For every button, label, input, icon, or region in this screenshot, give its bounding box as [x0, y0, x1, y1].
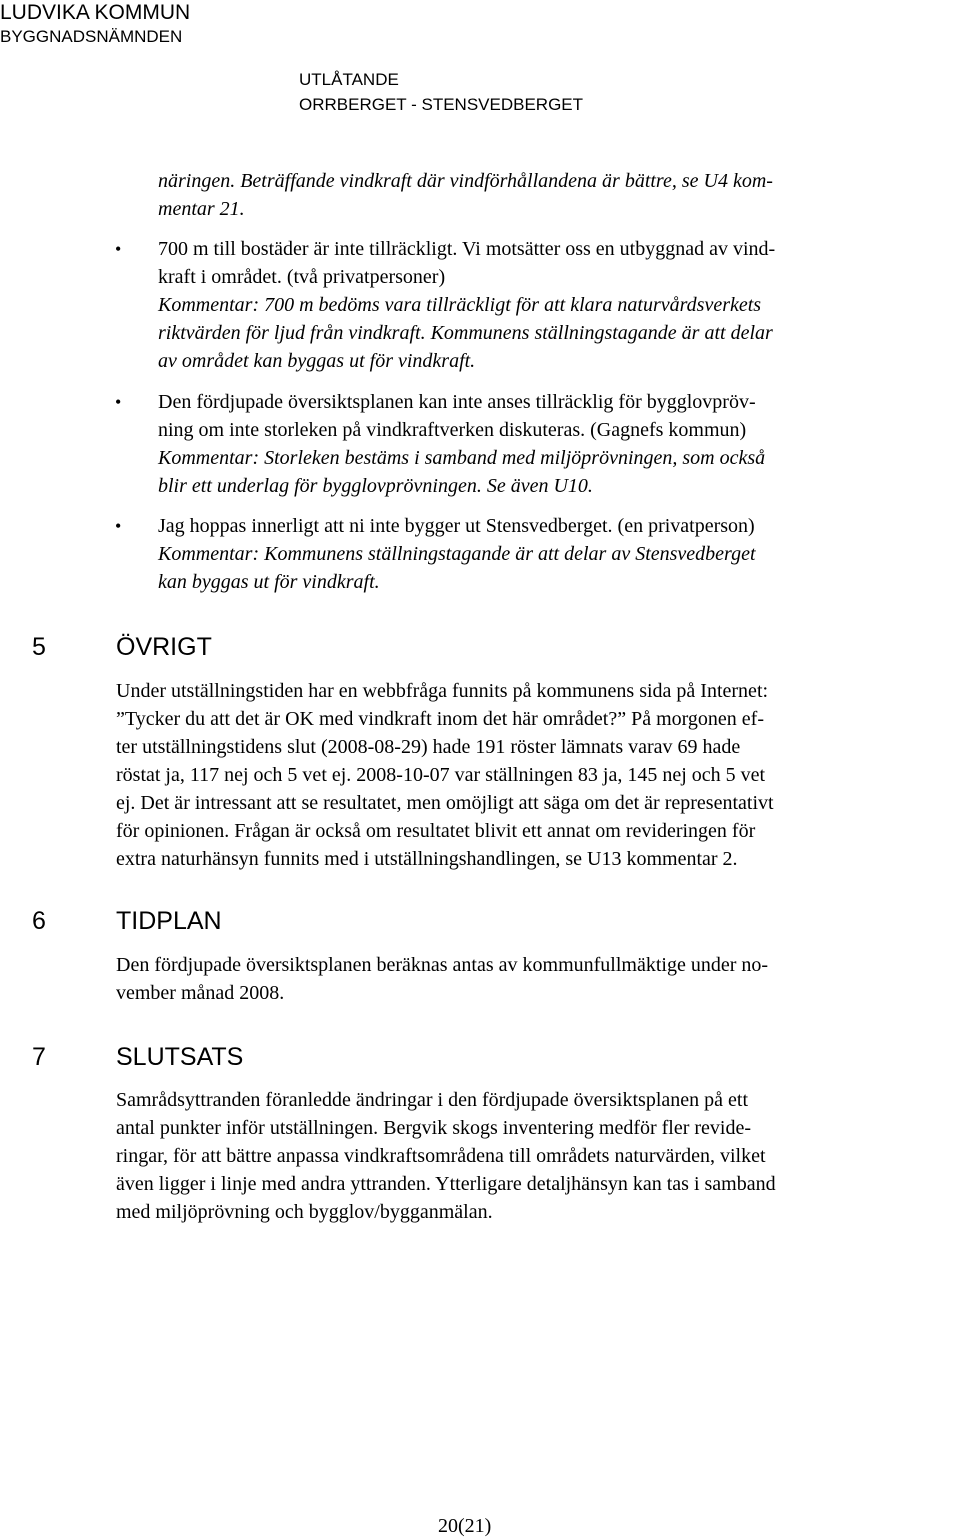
section-body [116, 677, 916, 873]
comment-line: av området kan byggas ut för vindkraft. [158, 350, 476, 372]
comment-line: Kommentar: 700 m bedöms vara tillräckligt för att klara naturvårdsverkets [158, 294, 762, 316]
text-line: mentar 21. [158, 198, 245, 220]
text-line: 700 m till bostäder är inte tillräckligt. Vi motsätter oss en utbyggnad av vind- [158, 238, 776, 260]
comment-line: blir ett underlag för bygglovprövningen. Se även U10. [158, 475, 593, 497]
text-line: antal punkter inför utställningen. Bergvik skogs inventering medför fler revide- [116, 1117, 752, 1139]
text-line: röstat ja, 117 nej och 5 vet ej. 2008-10-07 var ställningen 83 ja, 145 nej och 5 vet [116, 764, 766, 786]
text-line: ”Tycker du att det är OK med vindkraft inom det här området?” På morgonen ef- [116, 708, 764, 730]
text-line: ringar, för att bättre anpassa vindkraftsområdena till områdets naturvärden, vilket [116, 1145, 766, 1167]
organization-name: LUDVIKA KOMMUN [0, 1, 191, 24]
bullet-item [158, 512, 903, 596]
bullet-marker: • [115, 392, 122, 412]
text-line: för opinionen. Frågan är också om resultatet blivit ett annat om revideringen för [116, 820, 756, 842]
section-title: TIDPLAN [116, 907, 222, 935]
page-number: 20(21) [438, 1515, 492, 1537]
text-line: Samrådsyttranden föranledde ändringar i den fördjupade översiktsplanen på ett [116, 1089, 749, 1111]
section-title: ÖVRIGT [116, 633, 212, 661]
comment-line: Kommentar: Storleken bestäms i samband med miljöprövningen, som också [158, 447, 766, 469]
text-line: med miljöprövning och bygglov/bygganmälan. [116, 1201, 493, 1223]
text-line: extra naturhänsyn funnits med i utställningshandlingen, se U13 kommentar 2. [116, 848, 738, 870]
section-number: 6 [32, 907, 46, 935]
section-heading-ovrigt [32, 632, 212, 662]
text-line: näringen. Beträffande vindkraft där vindförhållandena är bättre, se U4 kom- [158, 170, 773, 192]
document-subtitle: ORRBERGET - STENSVEDBERGET [299, 95, 584, 114]
continued-comment [158, 167, 903, 223]
section-heading-tidplan [32, 906, 222, 936]
text-line: ter utställningstidens slut (2008-08-29) hade 191 röster lämnats varav 69 hade [116, 736, 741, 758]
section-title: SLUTSATS [116, 1043, 244, 1071]
bullet-marker: • [115, 516, 122, 536]
section-heading-slutsats [32, 1042, 243, 1072]
comment-line: riktvärden för ljud från vindkraft. Kommunens ställningstagande är att delar [158, 322, 773, 344]
text-line: kraft i området. (två privatpersoner) [158, 266, 446, 288]
comment-line: kan byggas ut för vindkraft. [158, 571, 380, 593]
section-number: 5 [32, 633, 46, 661]
text-line: ej. Det är intressant att se resultatet, men omöjligt att säga om det är representativt [116, 792, 774, 814]
text-line: även ligger i linje med andra yttranden. Ytterligare detaljhänsyn kan tas i samband [116, 1173, 776, 1195]
bullet-marker: • [115, 239, 122, 259]
bullet-item [158, 388, 903, 500]
document-type: UTLÅTANDE [299, 70, 399, 89]
text-line: Under utställningstiden har en webbfråga funnits på kommunens sida på Internet: [116, 680, 769, 702]
text-line: ning om inte storleken på vindkraftverken diskuteras. (Gagnefs kommun) [158, 419, 747, 441]
section-number: 7 [32, 1043, 46, 1071]
text-line: Jag hoppas innerligt att ni inte bygger ut Stensvedberget. (en privatperson) [158, 515, 755, 537]
section-body [116, 1086, 916, 1226]
bullet-item [158, 235, 903, 375]
comment-line: Kommentar: Kommunens ställningstagande är att delar av Stensvedberget [158, 543, 756, 565]
text-line: Den fördjupade översiktsplanen kan inte anses tillräcklig för bygglovpröv- [158, 391, 756, 413]
section-body [116, 951, 916, 1007]
text-line: vember månad 2008. [116, 982, 285, 1004]
department-name: BYGGNADSNÄMNDEN [0, 27, 183, 46]
text-line: Den fördjupade översiktsplanen beräknas antas av kommunfullmäktige under no- [116, 954, 769, 976]
